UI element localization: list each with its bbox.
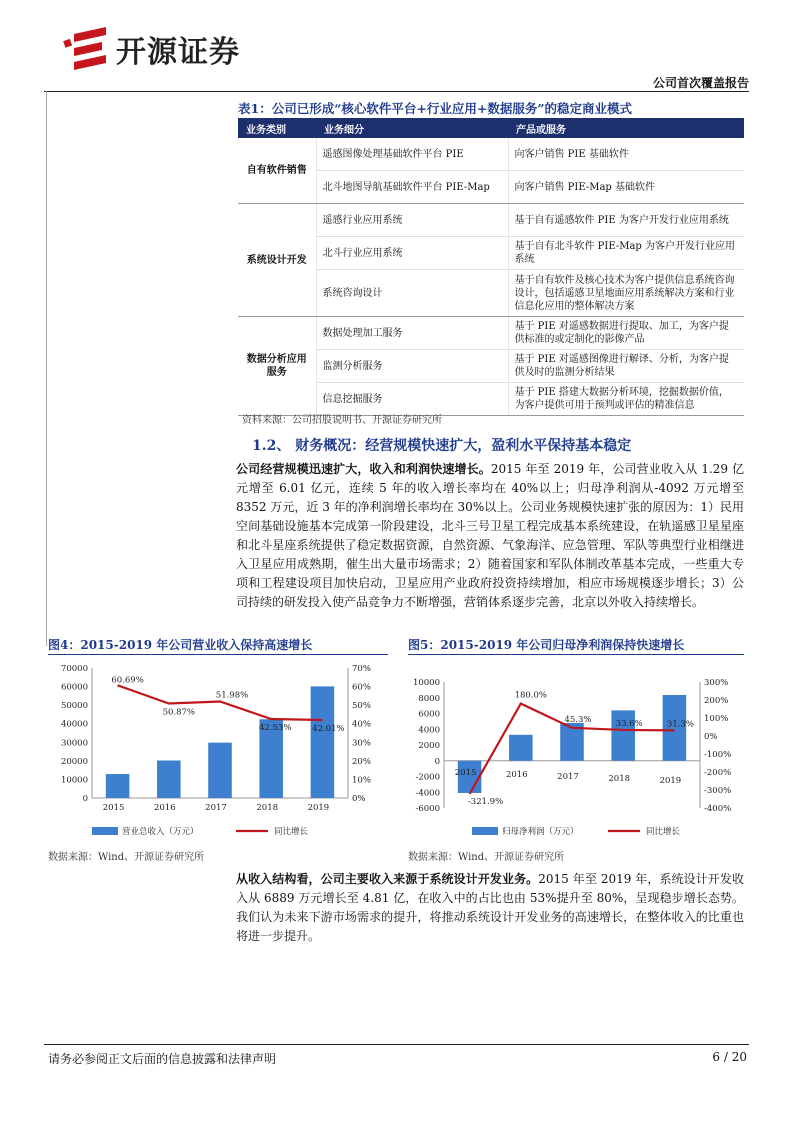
right-tick-label: 300% bbox=[704, 678, 729, 688]
product-cell: 基于自有遥感软件 PIE 为客户开发行业应用系统 bbox=[508, 204, 744, 237]
data-label: 45.3% bbox=[564, 714, 592, 725]
x-tick-label: 2019 bbox=[307, 803, 330, 813]
logo-icon bbox=[62, 26, 110, 72]
x-tick-label: 2015 bbox=[454, 767, 477, 778]
fig4-title: 图4：2015-2019 年公司营业收入保持高速增长 bbox=[48, 638, 313, 652]
left-tick-label: 40000 bbox=[60, 719, 88, 730]
product-cell: 基于 PIE 对遥感图像进行解译、分析，为客户提供及时的监测分析结果 bbox=[508, 350, 744, 383]
logo-text: 开源证券 bbox=[116, 35, 240, 70]
header-divider bbox=[44, 91, 749, 92]
right-tick-label: 50% bbox=[352, 701, 371, 712]
left-tick-label: 10000 bbox=[412, 678, 440, 688]
bar bbox=[208, 743, 232, 798]
left-tick-label: 0 bbox=[82, 794, 88, 804]
x-tick-label: 2017 bbox=[557, 771, 579, 782]
section-title: 1.2、 财务概况：经营规模快速扩大，盈利水平保持基本稳定 bbox=[252, 438, 632, 454]
sub-cell: 北斗行业应用系统 bbox=[316, 237, 508, 270]
product-cell: 基于自有软件及核心技术为客户提供信息系统咨询设计，包括遥感卫星地面应用系统解决方案和行业信息化应用的整体解决方案 bbox=[508, 270, 744, 317]
profit-chart bbox=[408, 658, 744, 844]
left-tick-label: 10000 bbox=[60, 775, 88, 786]
sub-cell: 系统咨询设计 bbox=[316, 270, 508, 317]
left-tick-label: 70000 bbox=[60, 664, 88, 674]
fig4-rule bbox=[48, 654, 388, 655]
table-header-row bbox=[238, 118, 744, 138]
product-cell: 向客户销售 PIE-Map 基础软件 bbox=[508, 171, 744, 204]
x-tick-label: 2018 bbox=[256, 803, 279, 813]
business-model-table bbox=[238, 118, 744, 416]
data-label: 33.6% bbox=[615, 718, 643, 729]
bar bbox=[611, 710, 635, 760]
paragraph-structure bbox=[236, 870, 744, 946]
legend-line-label: 同比增长 bbox=[274, 827, 309, 837]
table-title: 表1：公司已形成“核心软件平台+行业应用+数据服务”的稳定商业模式 bbox=[238, 101, 633, 116]
right-tick-label: -100% bbox=[704, 750, 732, 760]
x-tick-label: 2016 bbox=[153, 803, 176, 813]
x-tick-label: 2017 bbox=[205, 803, 227, 813]
data-label: 50.87% bbox=[162, 707, 196, 718]
col-header-product: 产品或服务 bbox=[508, 118, 744, 138]
product-cell: 基于自有北斗软件 PIE-Map 为客户开发行业应用系统 bbox=[508, 237, 744, 270]
bar bbox=[509, 735, 533, 761]
col-header-category: 业务类别 bbox=[238, 118, 316, 138]
x-tick-label: 2015 bbox=[102, 803, 125, 813]
right-tick-label: -300% bbox=[704, 786, 732, 796]
data-label: 42.01% bbox=[312, 723, 345, 734]
product-cell: 基于 PIE 搭建大数据分析环境，挖掘数据价值，为客户提供可用于预判或评估的精准信息 bbox=[508, 383, 744, 416]
left-tick-label: 4000 bbox=[418, 725, 440, 736]
report-type: 公司首次覆盖报告 bbox=[652, 76, 749, 90]
category-cell: 数据分析应用服务 bbox=[238, 317, 316, 416]
legend-bar-label: 营业总收入（万元） bbox=[122, 827, 199, 837]
footer-divider bbox=[44, 1044, 749, 1045]
bar bbox=[157, 760, 181, 798]
data-label: 180.0% bbox=[514, 690, 548, 701]
paragraph-body: 2015 年至 2019 年，系统设计开发收入从 6889 万元增长至 4.81 亿，在收入中的占比也由 53%提升至 80%，呈现稳步增长态势。我们认为未来下游市场需求的提升，将推动系统设计开发业务的高速增长，在整体收入的比重也将进一步提升。 bbox=[236, 872, 744, 943]
left-tick-label: 60000 bbox=[60, 682, 88, 693]
right-tick-label: 0% bbox=[704, 732, 718, 742]
fig5-source: 数据来源：Wind、开源证券研究所 bbox=[408, 852, 565, 863]
data-label: -321.9% bbox=[467, 796, 504, 807]
left-tick-label: 50000 bbox=[60, 701, 88, 712]
sub-cell: 信息挖掘服务 bbox=[316, 383, 508, 416]
paragraph-lead: 从收入结构看，公司主要收入来源于系统设计开发业务。 bbox=[236, 872, 539, 886]
left-margin-rule bbox=[46, 91, 47, 646]
product-cell: 向客户销售 PIE 基础软件 bbox=[508, 138, 744, 171]
left-tick-label: 0 bbox=[434, 756, 440, 767]
left-tick-label: -4000 bbox=[415, 788, 440, 799]
left-tick-label: -6000 bbox=[415, 804, 440, 814]
right-tick-label: -200% bbox=[704, 768, 732, 778]
legend-line-label: 同比增长 bbox=[646, 827, 681, 837]
sub-cell: 遥感行业应用系统 bbox=[316, 204, 508, 237]
fig5-rule bbox=[408, 654, 744, 655]
right-tick-label: 70% bbox=[352, 664, 371, 674]
sub-cell: 北斗地图导航基础软件平台 PIE-Map bbox=[316, 171, 508, 204]
x-tick-label: 2019 bbox=[659, 775, 682, 786]
data-label: 42.53% bbox=[258, 723, 292, 734]
sub-cell: 数据处理加工服务 bbox=[316, 317, 508, 350]
revenue-chart bbox=[48, 658, 388, 844]
data-label: 51.98% bbox=[215, 690, 249, 701]
footer-disclaimer: 请务必参阅正文后面的信息披露和法律声明 bbox=[48, 1052, 277, 1066]
bar bbox=[106, 774, 130, 798]
product-cell: 基于 PIE 对遥感数据进行提取、加工，为客户提供标准的或定制化的影像产品 bbox=[508, 317, 744, 350]
category-cell: 自有软件销售 bbox=[238, 138, 316, 204]
paragraph-lead: 公司经营规模迅速扩大，收入和利润快速增长。 bbox=[236, 462, 491, 476]
sub-cell: 遥感图像处理基础软件平台 PIE bbox=[316, 138, 508, 171]
data-label: 31.3% bbox=[666, 719, 694, 730]
right-tick-label: 0% bbox=[352, 794, 366, 804]
fig4-source: 数据来源：Wind、开源证券研究所 bbox=[48, 852, 205, 863]
paragraph-body: 2015 年至 2019 年，公司营业收入从 1.29 亿元增至 6.01 亿元，连续 5 年的收入增长率均在 40%以上；归母净利润从-4092 万元增至 8352 万元，近 3 年的净利润增长率均在 30%以上。公司业务规模快速扩张的原因为：1）民用空间基础设施基本完成第一阶段建设，北斗三号卫星工程完成基本系统建设，在轨遥感卫星星座和北斗星座系统提供了稳定数据资源，自然资源、气象海洋、应急管理、军队等典型行业相继进入卫星应用成熟期，催生出大量市场需求；2）随着国家和军队体制改革基本完成，一些重大专项和工程建设项目加快启动，卫星应用产业政府投资持续增加，相应市场规模逐步增长；3）公司持续的研发投入使产品竞争力不断增强，营销体系逐步完善，北京以外收入持续增长。 bbox=[236, 462, 744, 609]
x-tick-label: 2018 bbox=[608, 773, 631, 784]
right-tick-label: 10% bbox=[352, 775, 371, 786]
bar bbox=[311, 686, 335, 798]
page-number: 6 / 20 bbox=[712, 1050, 747, 1064]
table-source: 资料来源：公司招股说明书、开源证券研究所 bbox=[242, 415, 442, 426]
right-tick-label: 20% bbox=[352, 756, 371, 767]
sub-cell: 监测分析服务 bbox=[316, 350, 508, 383]
table-row bbox=[238, 317, 744, 350]
x-tick-label: 2016 bbox=[505, 769, 528, 780]
left-tick-label: -2000 bbox=[415, 772, 440, 783]
category-cell: 系统设计开发 bbox=[238, 204, 316, 317]
left-tick-label: 30000 bbox=[60, 738, 88, 749]
right-tick-label: 40% bbox=[352, 719, 371, 730]
left-tick-label: 20000 bbox=[60, 756, 88, 767]
right-tick-label: 200% bbox=[704, 696, 729, 706]
left-tick-label: 6000 bbox=[418, 709, 440, 720]
right-tick-label: -400% bbox=[704, 804, 732, 814]
col-header-sub: 业务细分 bbox=[316, 118, 508, 138]
legend-bar-label: 归母净利润（万元） bbox=[502, 827, 579, 837]
right-tick-label: 60% bbox=[352, 682, 371, 693]
left-tick-label: 8000 bbox=[418, 693, 440, 704]
legend-bar-swatch bbox=[92, 827, 118, 835]
table-row bbox=[238, 138, 744, 171]
paragraph-growth bbox=[236, 460, 744, 612]
right-tick-label: 100% bbox=[704, 714, 729, 724]
left-tick-label: 2000 bbox=[418, 741, 440, 751]
data-label: 60.69% bbox=[111, 675, 144, 686]
right-tick-label: 30% bbox=[352, 738, 371, 749]
legend-bar-swatch bbox=[472, 827, 498, 835]
table-row bbox=[238, 204, 744, 237]
fig5-title: 图5：2015-2019 年公司归母净利润保持快速增长 bbox=[408, 638, 685, 652]
